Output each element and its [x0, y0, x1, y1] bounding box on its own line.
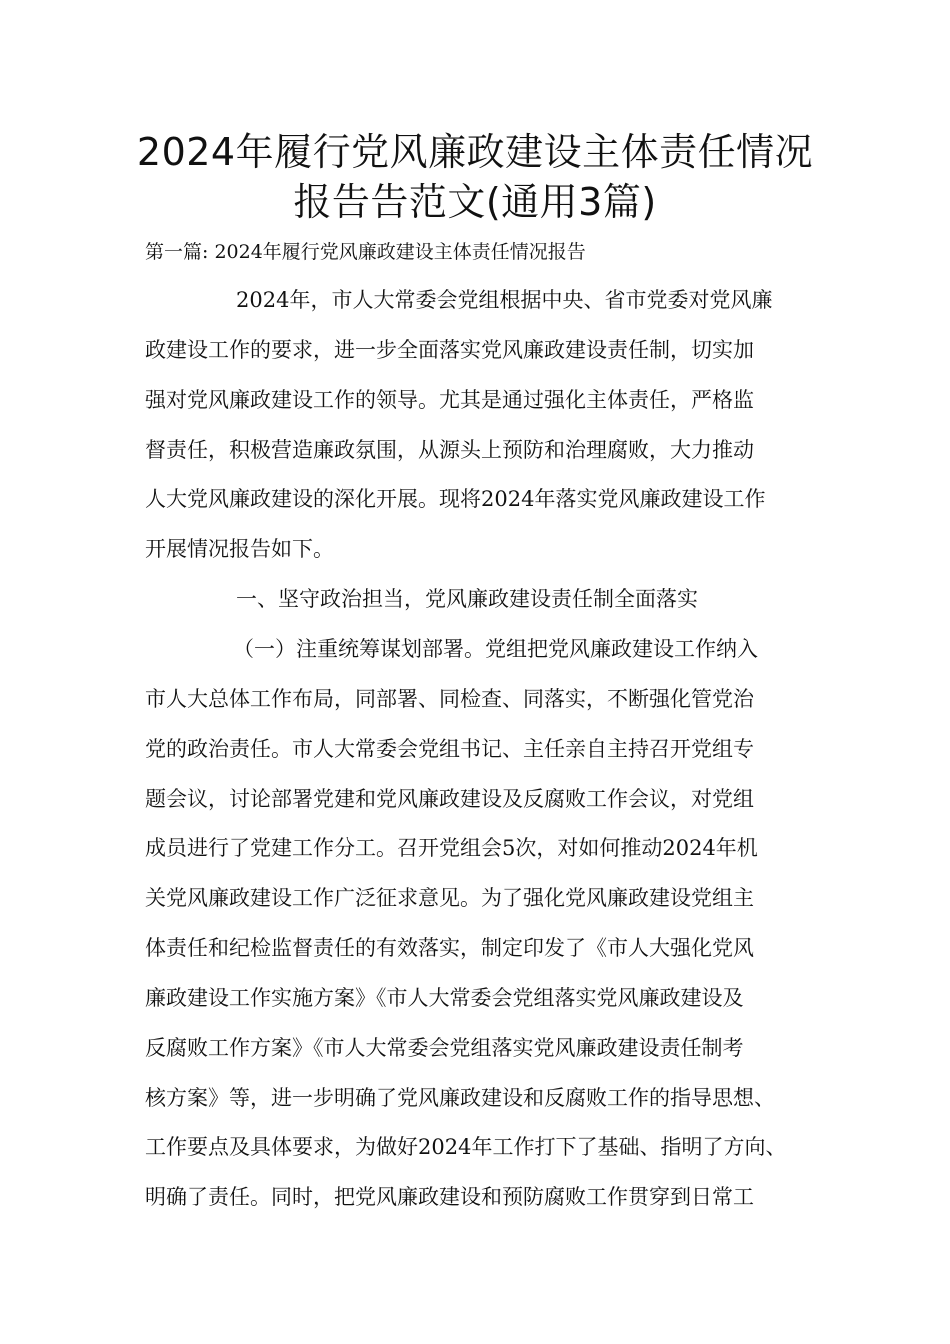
- section-heading: 一、坚守政治担当，党风廉政建设责任制全面落实: [236, 587, 698, 611]
- document-title-line-2: 报告告范文(通用3篇): [293, 180, 657, 224]
- body-line: 明确了责任。同时，把党风廉政建设和预防腐败工作贯穿到日常工: [145, 1185, 754, 1209]
- body-line: 党的政治责任。市人大常委会党组书记、主任亲自主持召开党组专: [145, 737, 754, 761]
- body-line: 成员进行了党建工作分工。召开党组会5次，对如何推动2024年机: [145, 836, 758, 860]
- body-line: 体责任和纪检监督责任的有效落实，制定印发了《市人大强化党风: [145, 936, 754, 960]
- body-line: 核方案》等，进一步明确了党风廉政建设和反腐败工作的指导思想、: [145, 1086, 775, 1110]
- body-line: 人大党风廉政建设的深化开展。现将2024年落实党风廉政建设工作: [145, 487, 766, 511]
- body-line: （一）注重统筹谋划部署。党组把党风廉政建设工作纳入: [233, 637, 758, 661]
- body-line: 强对党风廉政建设工作的领导。尤其是通过强化主体责任，严格监: [145, 388, 754, 412]
- body-line: 开展情况报告如下。: [145, 537, 334, 561]
- document-title-line-1: 2024年履行党风廉政建设主体责任情况: [136, 130, 814, 174]
- body-line: 关党风廉政建设工作广泛征求意见。为了强化党风廉政建设党组主: [145, 886, 754, 910]
- body-line: 市人大总体工作布局，同部署、同检查、同落实，不断强化管党治: [145, 687, 754, 711]
- body-line: 题会议，讨论部署党建和党风廉政建设及反腐败工作会议，对党组: [145, 787, 754, 811]
- body-line: 2024年，市人大常委会党组根据中央、省市党委对党风廉: [236, 288, 773, 312]
- body-line: 督责任，积极营造廉政氛围，从源头上预防和治理腐败，大力推动: [145, 438, 754, 462]
- body-line: 工作要点及具体要求，为做好2024年工作打下了基础、指明了方向、: [145, 1135, 787, 1159]
- body-line: 廉政建设工作实施方案》《市人大常委会党组落实党风廉政建设及: [145, 986, 744, 1010]
- body-line: 反腐败工作方案》《市人大常委会党组落实党风廉政建设责任制考: [145, 1036, 744, 1060]
- section-subtitle: 第一篇: 2024年履行党风廉政建设主体责任情况报告: [145, 241, 586, 263]
- body-line: 政建设工作的要求，进一步全面落实党风廉政建设责任制，切实加: [145, 338, 754, 362]
